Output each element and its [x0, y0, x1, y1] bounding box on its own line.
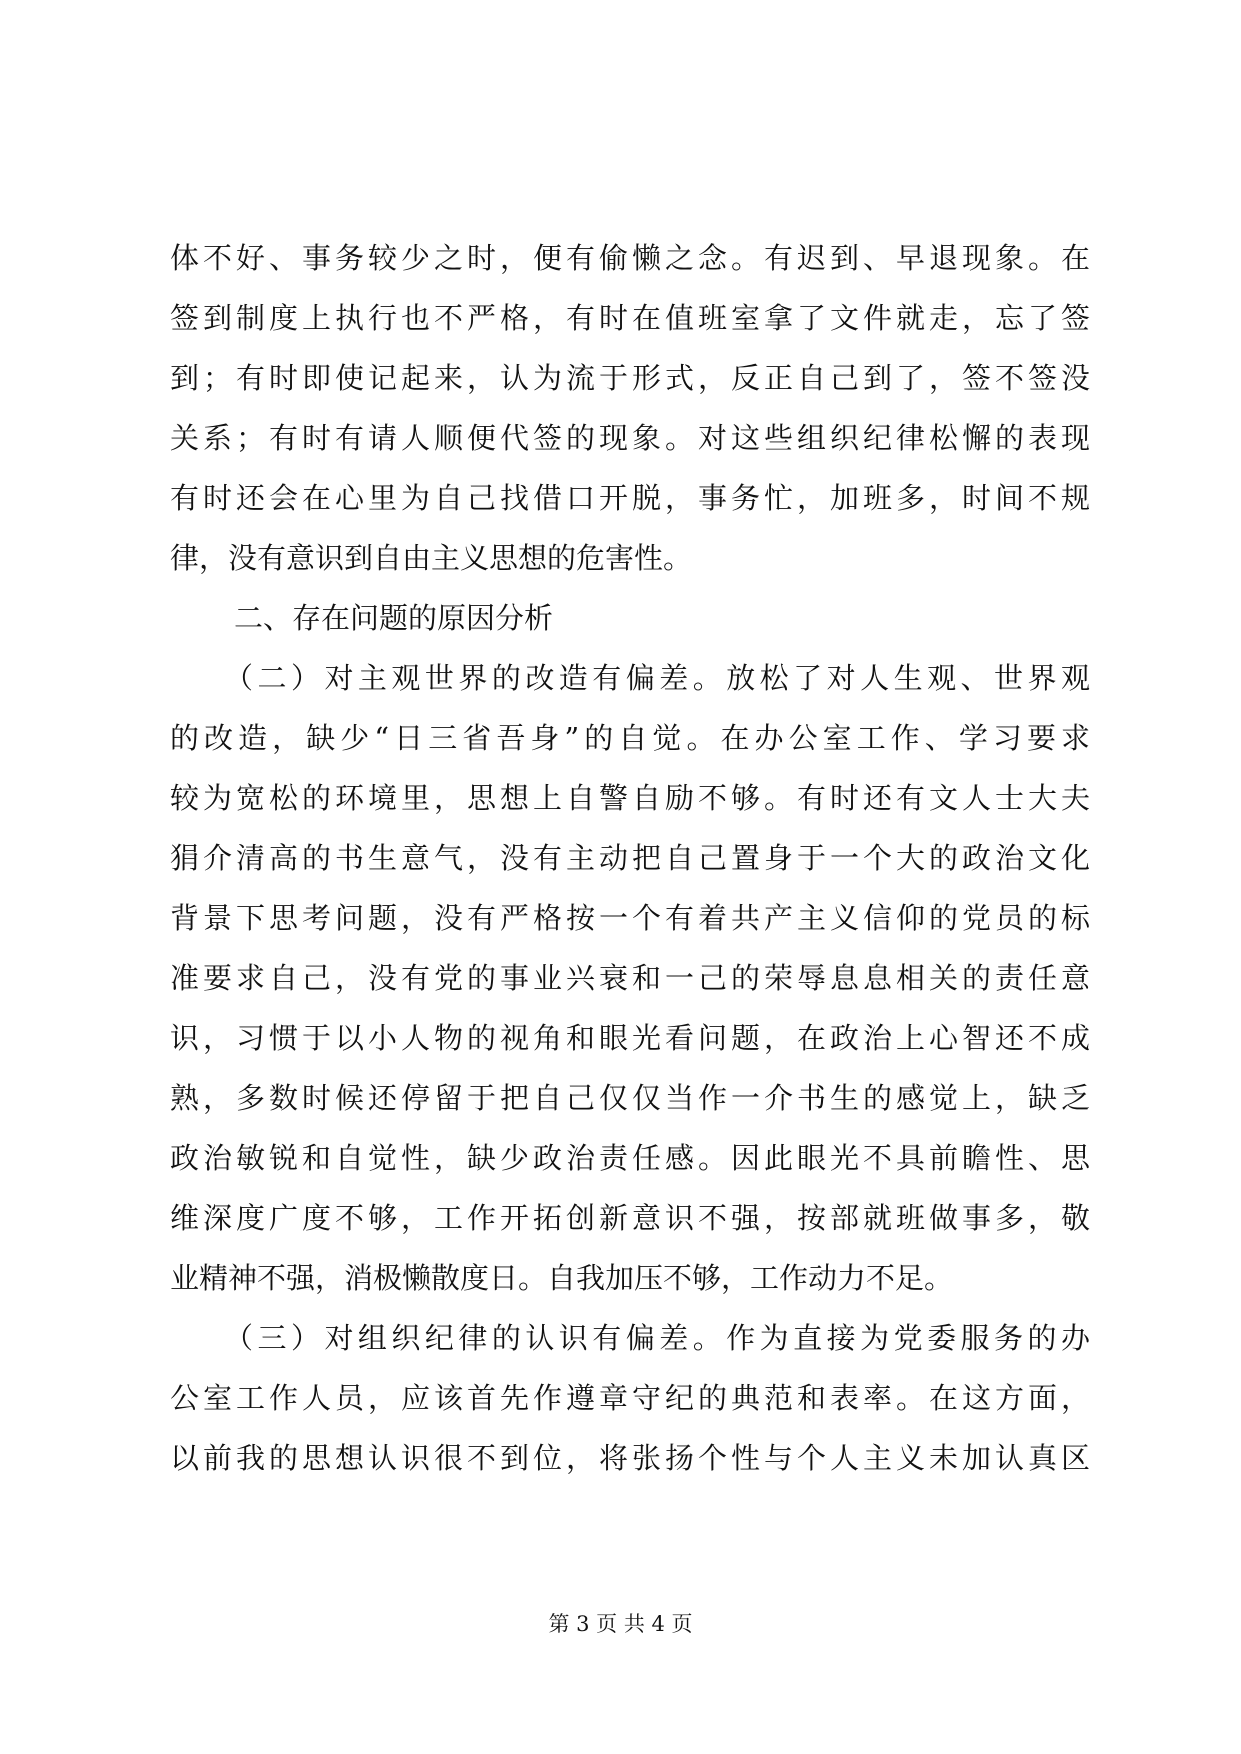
text-line: 律，没有意识到自由主义思想的危害性。	[170, 541, 693, 575]
text-line: 关系；有时有请人顺便代签的现象。对这些组织纪律松懈的表现	[170, 421, 1090, 455]
text-line: 政治敏锐和自觉性，缺少政治责任感。因此眼光不具前瞻性、思	[170, 1141, 1090, 1175]
page-number-footer: 第 3 页 共 4 页	[548, 1612, 693, 1636]
section-heading: 二、存在问题的原因分析	[234, 601, 554, 635]
text-line: 识，习惯于以小人物的视角和眼光看问题，在政治上心智还不成	[170, 1021, 1090, 1055]
text-line: 维深度广度不够，工作开拓创新意识不强，按部就班做事多，敬	[170, 1201, 1090, 1235]
text-line: 背景下思考问题，没有严格按一个有着共产主义信仰的党员的标	[170, 901, 1090, 935]
paragraph-start-line: （三）对组织纪律的认识有偏差。作为直接为党委服务的办	[224, 1321, 1090, 1355]
text-line: 以前我的思想认识很不到位，将张扬个性与个人主义未加认真区	[170, 1441, 1090, 1475]
document-body	[170, 228, 1090, 1488]
text-line: 签到制度上执行也不严格，有时在值班室拿了文件就走，忘了签	[170, 301, 1090, 335]
text-line: 狷介清高的书生意气，没有主动把自己置身于一个大的政治文化	[170, 841, 1090, 875]
text-line: 有时还会在心里为自己找借口开脱，事务忙，加班多，时间不规	[170, 481, 1090, 515]
text-line: 熟，多数时候还停留于把自己仅仅当作一介书生的感觉上，缺乏	[170, 1081, 1090, 1115]
text-line: 到；有时即使记起来，认为流于形式，反正自己到了，签不签没	[170, 361, 1090, 395]
text-line: 体不好、事务较少之时，便有偷懒之念。有迟到、早退现象。在	[170, 241, 1090, 275]
text-line: 的改造，缺少“日三省吾身”的自觉。在办公室工作、学习要求	[170, 721, 1090, 755]
text-line: 准要求自己，没有党的事业兴衰和一己的荣辱息息相关的责任意	[170, 961, 1090, 995]
paragraph-start-line: （二）对主观世界的改造有偏差。放松了对人生观、世界观	[224, 661, 1090, 695]
text-line: 公室工作人员，应该首先作遵章守纪的典范和表率。在这方面，	[170, 1381, 1090, 1415]
text-line: 较为宽松的环境里，思想上自警自励不够。有时还有文人士大夫	[170, 781, 1090, 815]
text-line: 业精神不强，消极懒散度日。自我加压不够，工作动力不足。	[170, 1261, 954, 1295]
